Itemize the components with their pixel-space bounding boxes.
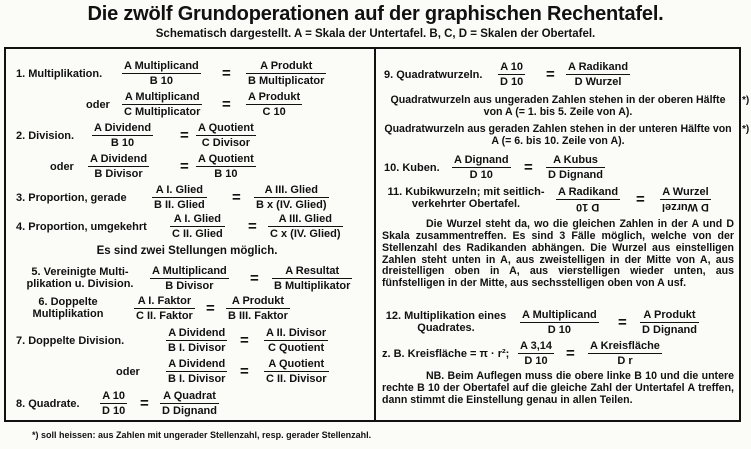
op1-f2-numerator: A Produkt [260, 60, 313, 72]
op8-f2-numerator: A Quadrat [163, 390, 216, 402]
equals-sign: = [180, 127, 189, 144]
equals-sign: = [524, 159, 533, 176]
op2-f3-denominator: B Divisor [94, 168, 143, 181]
equals-sign: = [250, 270, 259, 287]
op9-fraction-2 [566, 61, 630, 88]
op1-fraction-3 [122, 91, 202, 118]
op7-f4-numerator: A Quotient [268, 358, 325, 370]
op7-fraction-3 [166, 358, 227, 385]
op6-f2-numerator: A Produkt [231, 295, 285, 307]
op1-oder: oder [86, 99, 110, 111]
nb-note: NB. Beim Auflegen muss die obere linke B 10 und die untere rechte B 10 der Obertafel auf die gleiche Zahl der Untertafel A treffen, dann stimmt die Einstellung genau in allen Teilen. [382, 370, 734, 406]
example-f2-numerator: A Kreisfläche [590, 340, 660, 352]
op3-f1-numerator: A I. Glied [155, 184, 203, 196]
op2-f3-numerator: A Dividend [90, 153, 148, 165]
op3-fraction-1 [152, 184, 207, 211]
op4-note: Es sind zwei Stellungen möglich. [96, 245, 278, 257]
example-fraction-1 [518, 340, 554, 367]
op12-label-line2: Quadrates. [417, 322, 475, 335]
op11-label-line1: 11. Kubikwurzeln; mit seitlich- [387, 186, 545, 198]
equals-sign: = [140, 395, 149, 412]
op9-f1-numerator: A 10 [500, 61, 524, 73]
op2-f2-denominator: C Divisor [201, 137, 251, 150]
equals-sign: = [180, 158, 189, 175]
example-label: z. B. Kreisfläche = π · r²; [382, 348, 510, 360]
equals-sign: = [636, 191, 645, 208]
op3-f2-denominator: B x (IV. Glied) [256, 199, 327, 212]
equals-sign: = [546, 66, 555, 83]
op5-fraction-2 [272, 265, 352, 292]
op11-fraction-1 [556, 186, 620, 213]
op7-fraction-4 [264, 358, 329, 385]
op6-label [8, 296, 128, 320]
equals-sign: = [206, 300, 215, 317]
equals-sign: = [248, 218, 257, 235]
op5-fraction-1 [150, 265, 229, 292]
op5-f1-denominator: B Divisor [165, 280, 214, 293]
op4-f2-denominator: C x (IV. Glied) [270, 228, 341, 241]
op9-f2-denominator: D Wurzel [574, 76, 622, 89]
op11-f1-numerator: A Radikand [558, 186, 619, 198]
op4-fraction-2 [268, 213, 343, 240]
equals-sign: = [566, 345, 575, 362]
equals-sign: = [240, 332, 249, 349]
op9-f2-numerator: A Radikand [568, 61, 629, 73]
equals-sign: = [222, 65, 231, 82]
op11-f1-denominator-inverted: D 10 [576, 201, 600, 214]
op10-fraction-2 [546, 154, 605, 181]
example-fraction-2 [588, 340, 662, 367]
op7-oder: oder [116, 366, 140, 378]
op12-f2-numerator: A Produkt [643, 309, 696, 321]
op8-f2-denominator: D Dignand [162, 405, 217, 418]
op6-f2-denominator: B III. Faktor [228, 310, 288, 323]
op11-f2-numerator: A Wurzel [662, 186, 709, 198]
op11-f2-denominator-inverted: D Wurzel [662, 201, 709, 214]
op3-f1-denominator: B II. Glied [154, 199, 205, 212]
op5-f2-denominator: B Multiplikator [274, 280, 351, 293]
op12-fraction-1 [520, 309, 599, 336]
op5-f1-numerator: A Multiplicand [152, 265, 227, 277]
op1-label: 1. Multiplikation. [16, 68, 103, 80]
op2-fraction-4 [196, 153, 256, 180]
op7-fraction-2 [264, 327, 328, 354]
op7-f1-numerator: A Dividend [168, 327, 226, 339]
page-title: Die zwölf Grundoperationen auf der graphischen Rechentafel. [87, 3, 664, 25]
op10-f1-numerator: A Dignand [454, 154, 509, 166]
op7-f3-numerator: A Dividend [168, 358, 226, 370]
op2-fraction-2 [196, 122, 256, 149]
op7-fraction-1 [166, 327, 227, 354]
column-divider [374, 47, 376, 422]
op1-f2-denominator: B Multiplicator [248, 75, 325, 88]
op7-f4-denominator: C II. Divisor [266, 373, 327, 386]
op5-label-line2: plikation u. Division. [26, 278, 134, 291]
op9-f1-denominator: D 10 [500, 76, 524, 89]
op2-oder: oder [50, 161, 74, 173]
op5-label [10, 266, 150, 290]
op12-f2-denominator: D Dignand [642, 324, 697, 337]
op1-fraction-4 [246, 91, 302, 118]
op7-f2-numerator: A II. Divisor [266, 327, 327, 339]
footnote: *) soll heissen: aus Zahlen mit ungerader Stellenzahl, resp. gerader Stellenzahl. [32, 430, 372, 440]
op8-fraction-1 [100, 390, 127, 417]
op6-label-line2: Multiplikation [32, 308, 104, 321]
op8-label: 8. Quadrate. [16, 398, 80, 410]
op3-fraction-2 [254, 184, 329, 211]
op8-fraction-2 [160, 390, 219, 417]
op9-even-note: Quadratwurzeln aus geraden Zahlen stehen in der unteren Hälfte von A (= 6. bis 10. Zeile von A). [384, 123, 732, 147]
op2-f1-numerator: A Dividend [94, 122, 152, 134]
op10-label: 10. Kuben. [384, 162, 440, 174]
op12-label-line1: 12. Multiplikation eines [385, 310, 507, 322]
example-f2-denominator: D r [617, 355, 633, 368]
op2-fraction-1 [92, 122, 153, 149]
op10-f2-denominator: D Dignand [548, 169, 603, 182]
op11-fraction-2 [660, 186, 711, 213]
op2-f2-numerator: A Quotient [198, 122, 254, 134]
equals-sign: = [618, 314, 627, 331]
op2-f1-denominator: B 10 [110, 137, 135, 150]
op6-f1-numerator: A I. Faktor [137, 295, 192, 307]
op4-label: 4. Proportion, umgekehrt [16, 221, 147, 233]
op1-f1-numerator: A Multiplicand [124, 60, 199, 72]
op1-fraction-2 [246, 60, 326, 87]
op12-f1-numerator: A Multiplicand [522, 309, 597, 321]
page-subtitle: Schematisch dargestellt. A = Skala der Untertafel. B, C, D = Skalen der Obertafel. [155, 28, 596, 40]
op7-f3-denominator: B I. Divisor [168, 373, 226, 386]
op5-f2-numerator: A Resultat [285, 265, 340, 277]
op8-f1-numerator: A 10 [102, 390, 126, 402]
op5-label-line1: 5. Vereinigte Multi- [31, 266, 129, 278]
op1-f4-numerator: A Produkt [248, 91, 301, 103]
op1-fraction-1 [122, 60, 201, 87]
op10-fraction-1 [452, 154, 511, 181]
op2-fraction-3 [88, 153, 149, 180]
op2-f4-denominator: B 10 [214, 168, 238, 181]
equals-sign: = [222, 96, 231, 113]
example-f1-denominator: D 10 [524, 355, 548, 368]
op12-fraction-2 [640, 309, 699, 336]
op10-f2-numerator: A Kubus [553, 154, 598, 166]
op7-f1-denominator: B I. Divisor [168, 342, 226, 355]
op12-f1-denominator: D 10 [547, 324, 571, 337]
op9-asterisk-2: *) [742, 124, 750, 135]
op11-paragraph: Die Wurzel steht da, wo die gleichen Zahlen in der A und D Skala zusammentreffen. Es sind 3 Fälle möglich, welche von der Stellenzahl des Radikanden abhängen. Die Wurzel aus einstelligen Zahlen steht unten in A, aus zweistelligen in der Mitte von A, aus dreistelligen oben in A, aus vierstelligen wieder unten, aus fünfstelligen in der Mitte, aus sechsstelligen oben von A usf. [382, 218, 734, 290]
op12-label [378, 310, 514, 334]
op1-f3-numerator: A Multiplicand [124, 91, 200, 103]
op7-f2-denominator: C Quotient [267, 342, 325, 355]
op2-label: 2. Division. [16, 130, 75, 142]
op4-f1-numerator: A I. Glied [173, 213, 221, 225]
op1-f3-denominator: C Multiplicator [124, 106, 201, 119]
op8-f1-denominator: D 10 [102, 405, 126, 418]
op9-asterisk-1: *) [742, 95, 750, 106]
op3-label: 3. Proportion, gerade [16, 192, 127, 204]
op1-f4-denominator: C 10 [262, 106, 286, 119]
op1-f1-denominator: B 10 [149, 75, 173, 88]
op9-fraction-1 [498, 61, 525, 88]
op9-odd-note: Quadratwurzeln aus ungeraden Zahlen stehen in der oberen Hälfte von A (= 1. bis 5. Zeile von A). [390, 94, 726, 118]
op6-label-line1: 6. Doppelte [38, 296, 98, 308]
op6-fraction-1 [134, 295, 195, 322]
op4-fraction-1 [170, 213, 225, 240]
op11-label [378, 186, 554, 210]
op4-f1-denominator: C II. Glied [172, 228, 223, 241]
op6-f1-denominator: C II. Faktor [136, 310, 193, 323]
op4-f2-numerator: A III. Glied [278, 213, 332, 225]
op7-label: 7. Doppelte Division. [16, 335, 125, 347]
op2-f4-numerator: A Quotient [198, 153, 254, 165]
example-f1-numerator: A 3,14 [520, 340, 553, 352]
equals-sign: = [240, 363, 249, 380]
op6-fraction-2 [226, 295, 290, 322]
equals-sign: = [232, 189, 241, 206]
op10-f1-denominator: D 10 [469, 169, 493, 182]
op9-label: 9. Quadratwurzeln. [384, 69, 483, 81]
op11-label-line2: verkehrter Obertafel. [411, 198, 521, 211]
op3-f2-numerator: A III. Glied [264, 184, 318, 196]
